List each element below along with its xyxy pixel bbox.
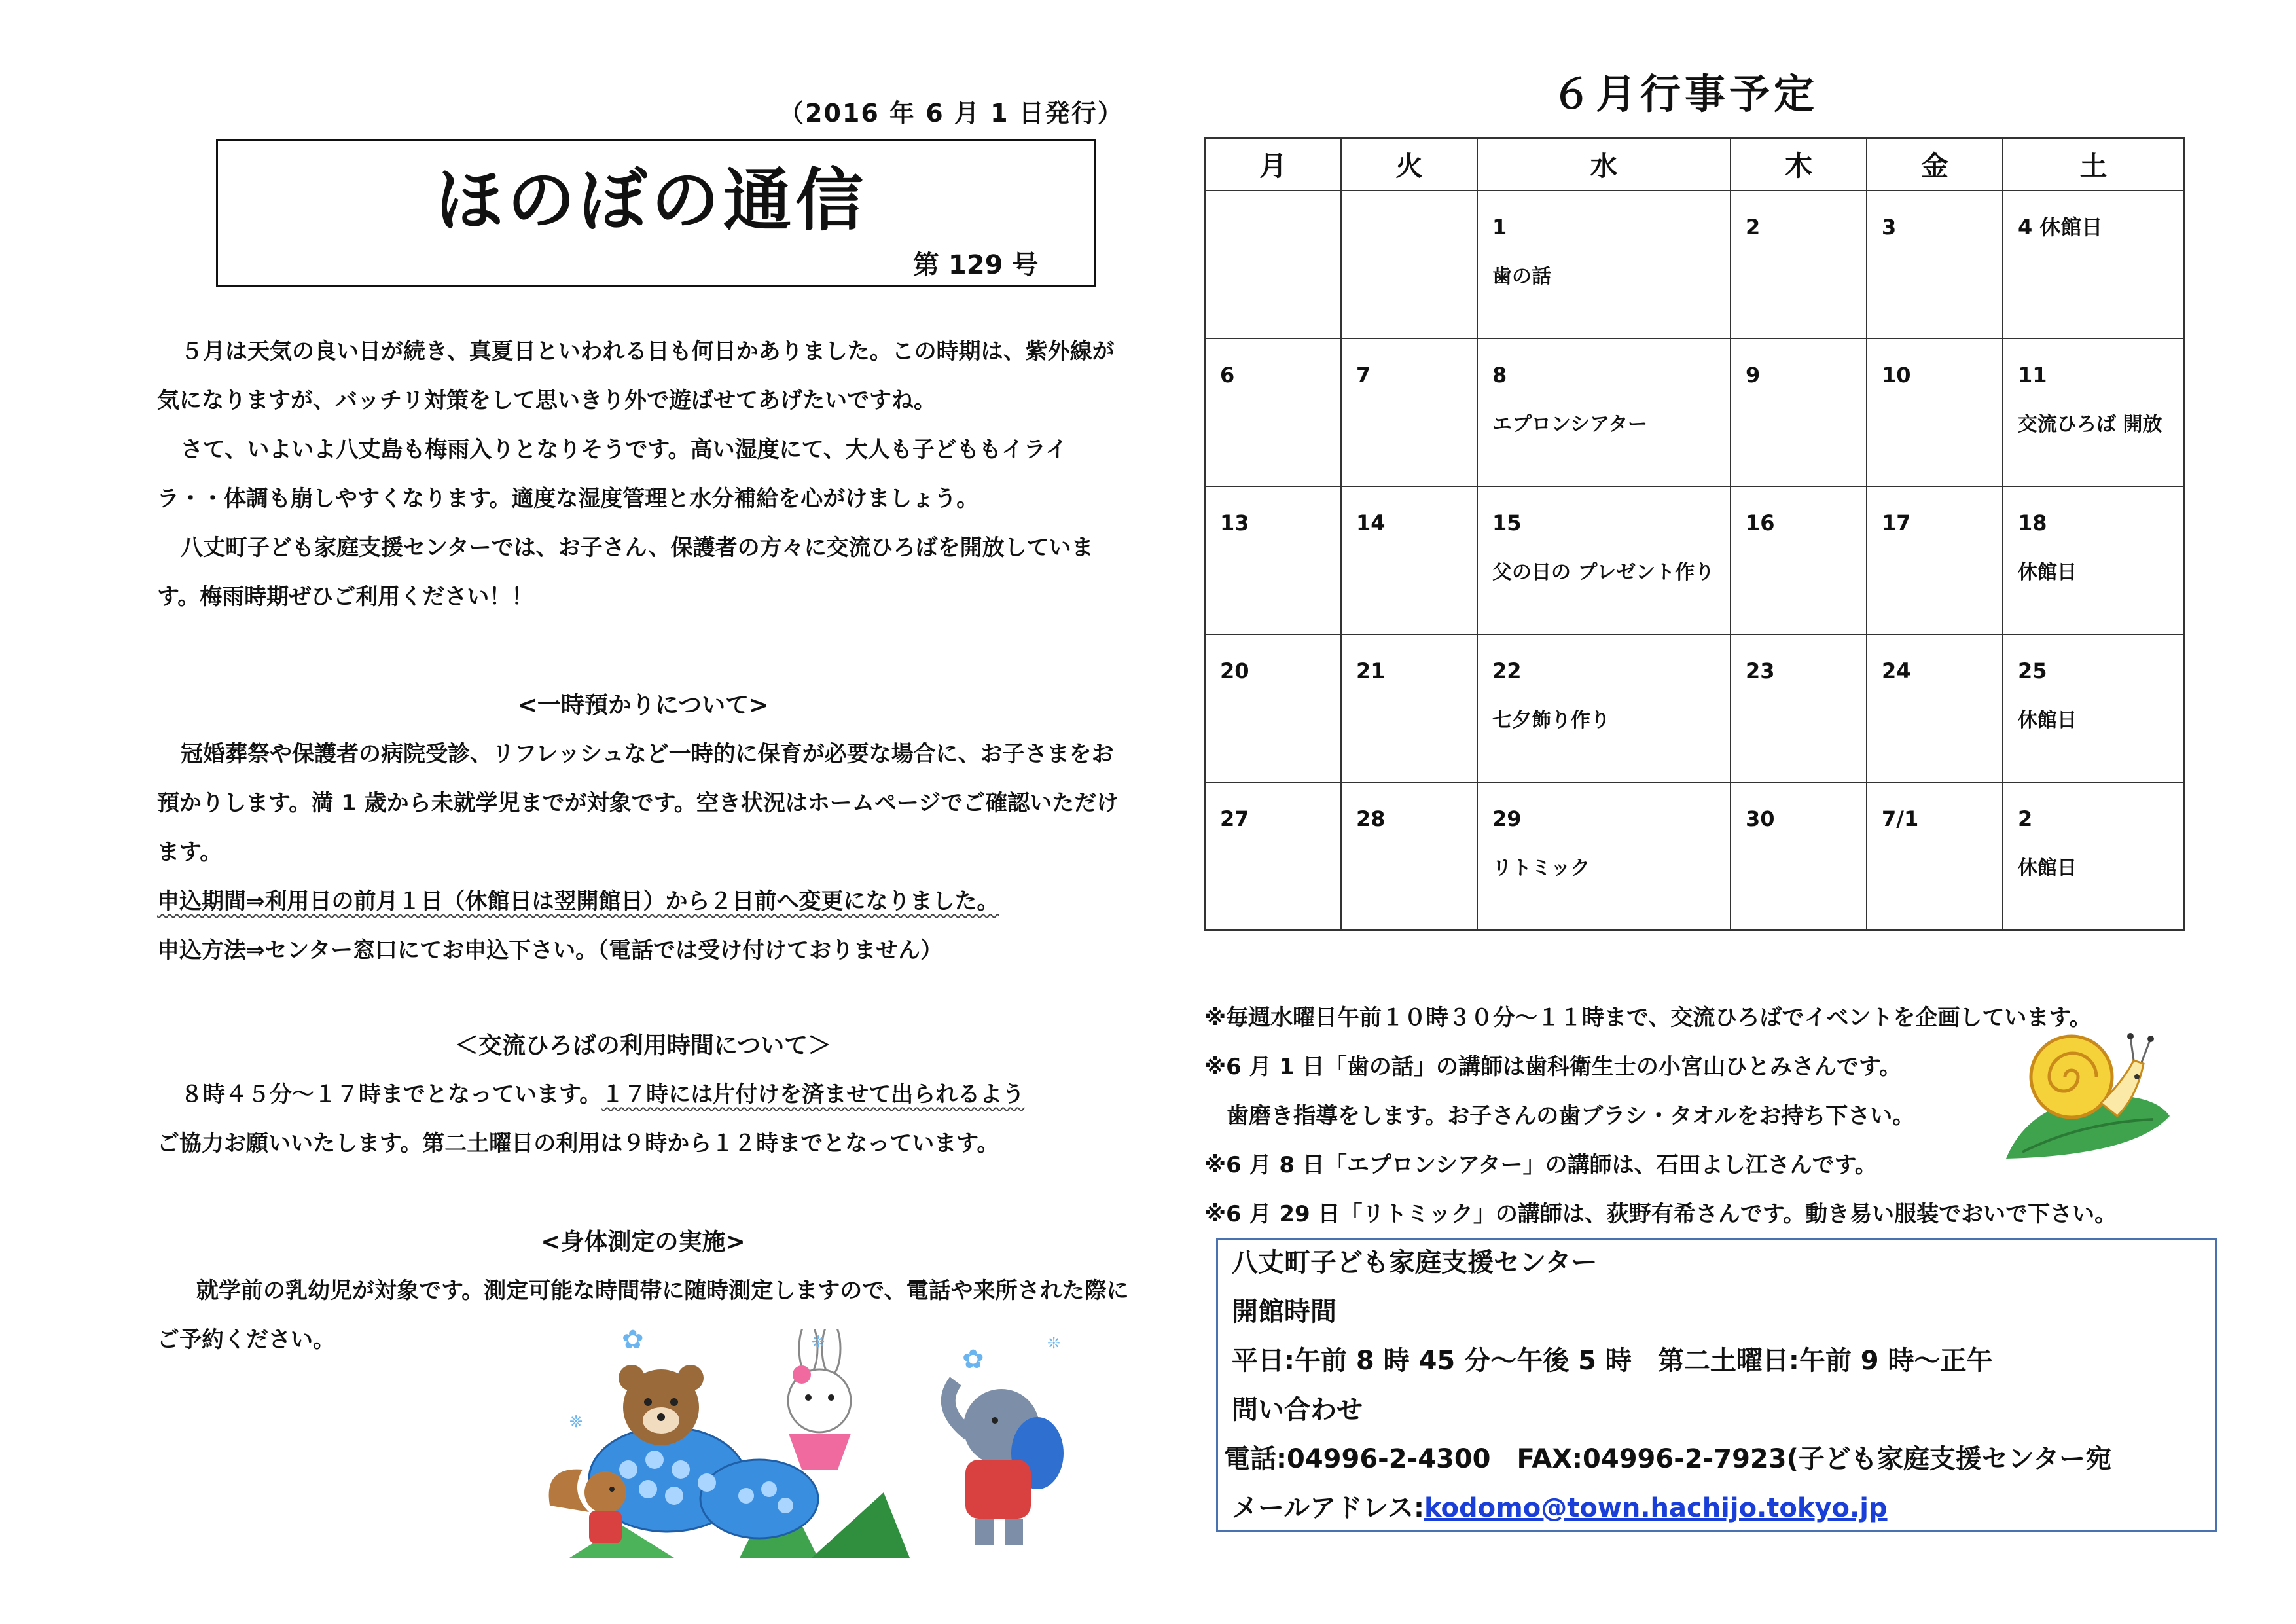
day-number: 30: [1746, 806, 1775, 831]
plaza-hours-text-underlined: １７時には片付けを済ませて出られるよう: [601, 1081, 1025, 1108]
svg-text:❊: ❊: [1047, 1334, 1061, 1352]
plaza-hours-text: ご協力お願いいたします。第二土曜日の利用は９時から１２時までとなっています。: [157, 1130, 999, 1157]
calendar-day-cell: [2003, 634, 2184, 782]
day-number: 7/1: [1882, 806, 1919, 831]
calendar-day-cell: [1205, 782, 1341, 930]
day-event: 交流ひろば 開放: [2018, 413, 2162, 436]
calendar-day-cell: [1341, 782, 1477, 930]
calendar-day-cell: [1731, 338, 1867, 486]
event-note: ※6 月 8 日「エプロンシアター」の講師は、石田よし江さんです。: [1204, 1152, 1877, 1178]
issue-number: 第 129 号: [913, 250, 1039, 280]
event-note: ※6 月 1 日「歯の話」の講師は歯科衛生士の小宮山ひとみさんです。: [1204, 1054, 1902, 1080]
day-header-tue: 火: [1341, 138, 1477, 190]
day-header-fri: 金: [1867, 138, 2003, 190]
day-header-sat: 土: [2003, 138, 2184, 190]
calendar-day-cell: [1341, 486, 1477, 634]
center-name: 八丈町子ども家庭支援センター: [1232, 1248, 1598, 1278]
day-number: 10: [1882, 363, 1911, 388]
day-number: 3: [1882, 215, 1897, 240]
day-number: 21: [1356, 659, 1386, 683]
calendar-day-cell: [2003, 486, 2184, 634]
day-event: リトミック: [1492, 857, 1590, 880]
svg-text:✿: ✿: [962, 1344, 984, 1375]
day-number: 18: [2018, 511, 2047, 535]
calendar-day-cell: [1341, 338, 1477, 486]
calendar-day-cell: [1867, 486, 2003, 634]
opening-hours: 平日:午前 8 時 45 分～午後 5 時 第二土曜日:午前 9 時～正午: [1232, 1346, 1993, 1376]
calendar-day-cell: [1731, 634, 1867, 782]
intro-section: [157, 327, 1129, 622]
day-number: 14: [1356, 511, 1386, 535]
day-header-wed: 水: [1477, 138, 1731, 190]
day-number: 28: [1356, 806, 1386, 831]
calendar-day-cell: [1205, 634, 1341, 782]
temp-care-section: [157, 730, 1129, 975]
intro-paragraph: 八丈町子ども家庭支援センターでは、お子さん、保護者の方々に交流ひろばを開放しています。梅雨時期ぜひご利用ください！！: [157, 535, 1094, 610]
plaza-hours-text: ８時４５分～１７時までとなっています。: [181, 1081, 602, 1108]
animals-hydrangea-illustration: [543, 1329, 1086, 1561]
calendar-week-row: [1205, 486, 2184, 634]
calendar-day-cell: [2003, 782, 2184, 930]
calendar-day-cell: [1205, 486, 1341, 634]
measurement-body: 就学前の乳幼児が対象です。測定可能な時間帯に随時測定しますので、電話や来所された際にご予約ください。: [157, 1278, 1129, 1353]
calendar-day-cell: [1205, 338, 1341, 486]
calendar-day-cell: [2003, 190, 2184, 338]
day-number: 25: [2018, 659, 2047, 683]
snail-illustration: [2003, 1024, 2173, 1162]
calendar-week-row: [1205, 338, 2184, 486]
calendar-day-cell: [1477, 634, 1731, 782]
calendar-day-cell: [1477, 190, 1731, 338]
calendar-week-row: [1205, 634, 2184, 782]
day-event: 歯の話: [1492, 265, 1551, 288]
day-number: 15: [1492, 511, 1522, 535]
calendar-day-cell: [1477, 782, 1731, 930]
calendar-day-cell: [1867, 782, 2003, 930]
calendar-day-cell: [1867, 634, 2003, 782]
day-number: 29: [1492, 806, 1522, 831]
issue-date: （2016 年 6 月 1 日発行）: [779, 99, 1124, 128]
calendar-day-cell: [1867, 190, 2003, 338]
day-number: 2: [2018, 806, 2033, 831]
event-note: 歯磨き指導をします。お子さんの歯ブラシ・タオルをお持ち下さい。: [1204, 1103, 1915, 1129]
intro-paragraph: ５月は天気の良い日が続き、真夏日といわれる日も何日かありました。この時期は、紫外線が気になりますが、バッチリ対策をして思いきり外で遊ばせてあげたいですね。: [157, 338, 1115, 414]
apply-method: 申込方法⇒センター窓口にてお申込下さい。（電話では受け付けておりません）: [157, 937, 943, 964]
email-link[interactable]: kodomo@town.hachijo.tokyo.jp: [1424, 1493, 1888, 1523]
apply-period: 申込期間⇒利用日の前月１日（休館日は翌開館日）から２日前へ変更になりました。: [157, 888, 999, 914]
calendar-day-cell: [2003, 338, 2184, 486]
calendar-day-cell: [1867, 338, 2003, 486]
day-number: 22: [1492, 659, 1522, 683]
svg-text:❊: ❊: [812, 1333, 825, 1351]
calendar-day-cell: [1731, 190, 1867, 338]
calendar-day-cell: [1477, 338, 1731, 486]
day-event: 休館日: [2018, 561, 2077, 584]
calendar-title: ６月行事予定: [1551, 70, 1819, 118]
plaza-hours-heading: ＜交流ひろばの利用時間について＞: [454, 1032, 832, 1059]
day-number: 20: [1220, 659, 1249, 683]
calendar-day-cell: [1731, 486, 1867, 634]
svg-text:✿: ✿: [622, 1329, 644, 1355]
day-number: 16: [1746, 511, 1775, 535]
day-number: 11: [2018, 363, 2047, 388]
day-header-thu: 木: [1731, 138, 1867, 190]
calendar-week-row: [1205, 190, 2184, 338]
day-number: 9: [1746, 363, 1761, 388]
day-number: 1: [1492, 215, 1507, 240]
day-number: 2: [1746, 215, 1761, 240]
day-number: 17: [1882, 511, 1911, 535]
day-number: 27: [1220, 806, 1249, 831]
day-header-mon: 月: [1205, 138, 1341, 190]
svg-text:❊: ❊: [569, 1413, 583, 1431]
day-number: 24: [1882, 659, 1911, 683]
day-number: 7: [1356, 363, 1371, 388]
phone-fax: 電話:04996-2-4300 FAX:04996-2-7923(子ども家庭支援センター宛: [1224, 1444, 2112, 1474]
day-event: 父の日の プレゼント作り: [1492, 561, 1715, 584]
calendar-day-cell: [1205, 190, 1341, 338]
inquiry-label: 問い合わせ: [1232, 1395, 1363, 1425]
day-number: 23: [1746, 659, 1775, 683]
calendar-day-cell: [1341, 190, 1477, 338]
day-number: 8: [1492, 363, 1507, 388]
calendar-day-cell: [1341, 634, 1477, 782]
calendar-day-cell: [1477, 486, 1731, 634]
hours-label: 開館時間: [1232, 1297, 1336, 1327]
day-number: 4 休館日: [2018, 215, 2103, 240]
day-number: 13: [1220, 511, 1249, 535]
email-label: メールアドレス:: [1232, 1493, 1424, 1523]
temp-care-heading: <一時預かりについて>: [517, 692, 769, 719]
event-note: ※6 月 29 日「リトミック」の講師は、荻野有希さんです。動き易い服装でおいで下さい。: [1204, 1201, 2117, 1227]
newsletter-title: ほのぼの通信: [435, 160, 867, 240]
day-event: エプロンシアター: [1492, 413, 1648, 436]
email-line: [1232, 1484, 2214, 1533]
event-calendar: [1204, 137, 2185, 931]
day-event: 七夕飾り作り: [1492, 709, 1610, 732]
calendar-week-row: [1205, 782, 2184, 930]
day-event: 休館日: [2018, 709, 2077, 732]
day-number: 6: [1220, 363, 1235, 388]
calendar-day-cell: [1731, 782, 1867, 930]
temp-care-body: 冠婚葬祭や保護者の病院受診、リフレッシュなど一時的に保育が必要な場合に、お子さまをお預かりします。満 1 歳から未就学児までが対象です。空き状況はホームページでご確認いただけます。: [157, 741, 1119, 865]
plaza-hours-section: [157, 1070, 1129, 1168]
calendar-header-row: [1205, 138, 2184, 190]
intro-paragraph: さて、いよいよ八丈島も梅雨入りとなりそうです。高い湿度にて、大人も子どももイライラ・・体調も崩しやすくなります。適度な湿度管理と水分補給を心がけましょう。: [157, 437, 1067, 512]
day-event: 休館日: [2018, 857, 2077, 880]
event-note: ※毎週水曜日午前１０時３０分～１１時まで、交流ひろばでイベントを企画しています。: [1204, 1005, 2092, 1031]
contact-info: [1224, 1238, 2214, 1533]
measurement-heading: <身体測定の実施>: [541, 1229, 745, 1255]
